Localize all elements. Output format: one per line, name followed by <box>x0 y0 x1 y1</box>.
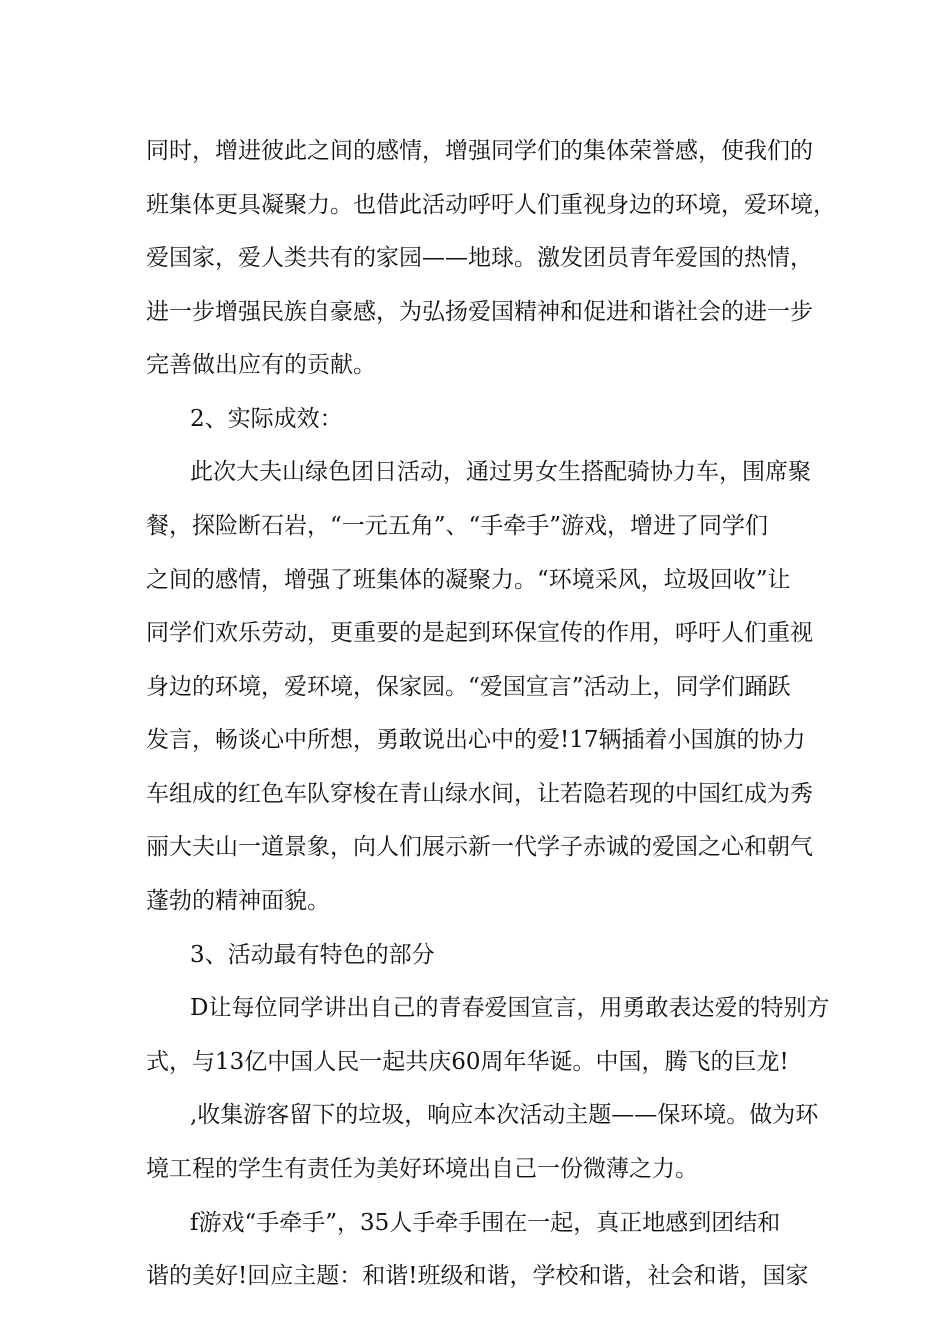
text-line: 境工程的学生有责任为美好环境出自己一份微薄之力。 <box>146 1156 698 1182</box>
text-line: ,收集游客留下的垃圾，响应本次活动主题——保环境。做为环 <box>190 1102 819 1128</box>
text-line: 爱国家，爱人类共有的家园——地球。激发团员青年爱国的热情， <box>146 245 813 271</box>
text-line: f游戏“手牵手”，35人手牵手围在一起，真正地感到团结和 <box>190 1210 781 1236</box>
text-line: 同时，增进彼此之间的感情，增强同学们的集体荣誉感，使我们的 <box>146 138 813 164</box>
text-line: 完善做出应有的贡献。 <box>146 352 376 378</box>
text-line: 之间的感情，增强了班集体的凝聚力。“环境采风，垃圾回收”让 <box>146 567 791 593</box>
section-heading: 3、活动最有特色的部分 <box>190 942 435 968</box>
text-line: 车组成的红色车队穿梭在青山绿水间，让若隐若现的中国红成为秀 <box>146 781 813 807</box>
text-line: 谐的美好!回应主题：和谐!班级和谐，学校和谐，社会和谐，国家 <box>146 1263 809 1289</box>
section-heading: 2、实际成效： <box>190 406 343 432</box>
text-line: 此次大夫山绿色团日活动，通过男女生搭配骑协力车，围席聚 <box>190 459 811 485</box>
text-line: 进一步增强民族自豪感，为弘扬爱国精神和促进和谐社会的进一步 <box>146 299 813 325</box>
text-line: 发言，畅谈心中所想，勇敢说出心中的爱!17辆插着小国旗的协力 <box>146 727 806 753</box>
text-line: 丽大夫山一道景象，向人们展示新一代学子赤诚的爱国之心和朝气 <box>146 834 813 860</box>
text-line: D让每位同学讲出自己的青春爱国宣言，用勇敢表达爱的特别方 <box>190 995 830 1021</box>
text-line: 蓬勃的精神面貌。 <box>146 888 330 914</box>
text-line: 餐，探险断石岩，“一元五角”、“手牵手”游戏，增进了同学们 <box>146 513 769 539</box>
text-line: 同学们欢乐劳动，更重要的是起到环保宣传的作用，呼吁人们重视 <box>146 620 813 646</box>
text-line: 式，与13亿中国人民一起共庆60周年华诞。中国，腾飞的巨龙! <box>146 1049 789 1075</box>
text-line: 班集体更具凝聚力。也借此活动呼吁人们重视身边的环境，爱环境， <box>146 192 836 218</box>
text-line: 身边的环境，爱环境，保家园。“爱国宣言”活动上，同学们踊跃 <box>146 674 791 700</box>
